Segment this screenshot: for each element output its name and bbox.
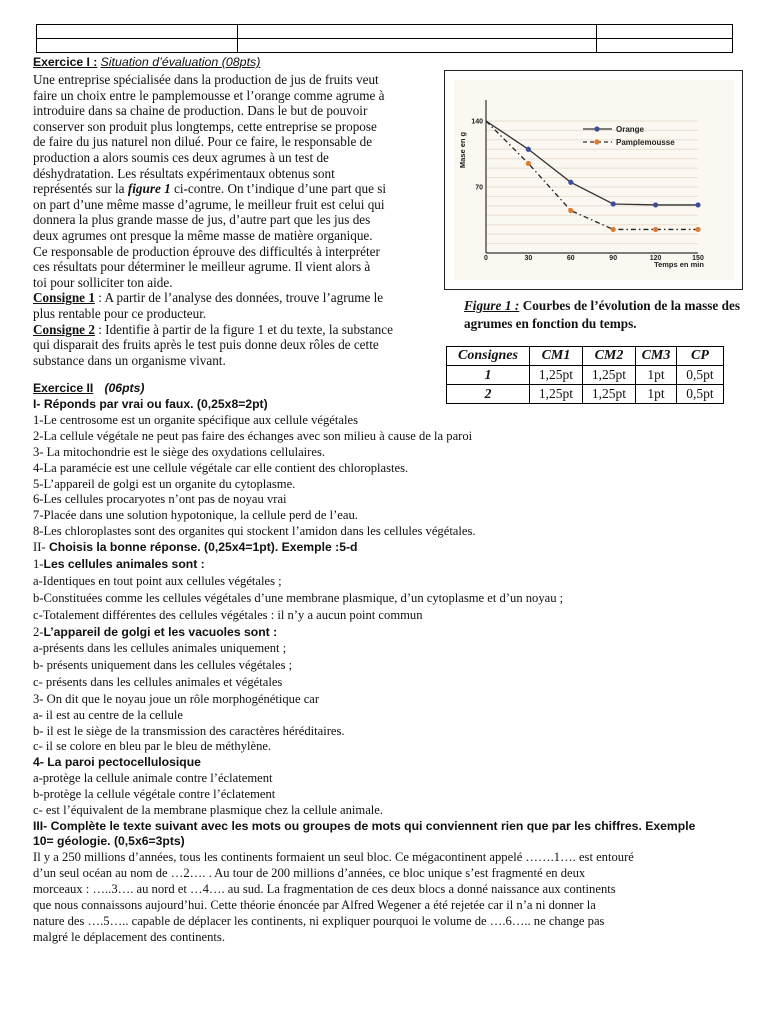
context-line: donnera la plus grande masse de jus, d’autre part que les jus des <box>33 212 371 228</box>
statement: 6-Les cellules procaryotes n’ont pas de noyau vrai <box>33 492 287 506</box>
consigne-line: plus rentable pour ce producteur. <box>33 305 207 321</box>
header-cell <box>597 39 733 53</box>
question-3: 3- On dit que le noyau joue un rôle morphogénétique car <box>33 692 320 706</box>
grading-cell: 2 <box>447 385 530 404</box>
question-text: L’appareil de golgi et les vacuoles sont : <box>43 625 278 639</box>
grading-cell: 0,5pt <box>677 366 724 385</box>
option: c- il se colore en bleu par le bleu de méthylène. <box>33 739 272 753</box>
grading-cell: 1pt <box>636 366 677 385</box>
x-tick-label: 90 <box>609 255 618 262</box>
exercise1-title <box>33 55 260 71</box>
option: b- présents uniquement dans les cellules végétales ; <box>33 658 293 672</box>
context-line: faire un choix entre le pamplemousse et l’orange comme agrume à <box>33 87 385 103</box>
figure-caption <box>464 297 740 333</box>
grading-cell: 1,25pt <box>530 366 583 385</box>
consigne-1-label: Consigne 1 <box>33 290 95 306</box>
part2-prefix: II- <box>33 540 46 554</box>
grading-header: CM3 <box>636 347 677 366</box>
statement: 1-Le centrosome est un organite spécifique aux cellule végétales <box>33 413 358 427</box>
figure-background <box>454 80 734 280</box>
context-line: deux agrumes ont presque la même masse de matière organique. <box>33 227 373 243</box>
x-tick-label: 30 <box>524 255 533 262</box>
grading-header: CM1 <box>530 347 583 366</box>
header-cell <box>37 39 238 53</box>
exercise2-title <box>33 381 144 397</box>
legend-label: Orange <box>616 124 645 134</box>
header-cell <box>597 25 733 39</box>
exercise1-label: Exercice I : <box>33 55 98 69</box>
x-tick-label: 150 <box>692 255 704 262</box>
consigne-line: qui disparait des fruits après le test puis donne deux rôles de cette <box>33 337 379 353</box>
part1-title: I- Réponds par vrai ou faux. (0,25x8=2pt) <box>33 397 268 411</box>
caption-label: Figure 1 : <box>464 298 520 313</box>
context-line <box>33 181 437 197</box>
context-line: toi pour solliciter ton aide. <box>33 274 173 290</box>
grading-header: CP <box>677 347 724 366</box>
consigne-text: : Identifie à partir de la figure 1 et du texte, la substance <box>94 321 393 337</box>
y-tick-label: 140 <box>471 118 483 126</box>
grading-row <box>447 366 724 385</box>
statement: 2-La cellule végétale ne peut pas faire des échanges avec son milieu à cause de la paroi <box>33 429 473 443</box>
figure-reference: figure 1 <box>127 181 171 197</box>
grading-header: Consignes <box>447 347 530 366</box>
question-2 <box>33 625 277 641</box>
header-cell <box>238 25 597 39</box>
consigne-2 <box>33 322 437 338</box>
option: c- est l’équivalent de la membrane plasmique chez la cellule animale. <box>33 803 384 817</box>
context-line: Une entreprise spécialisée dans la production de jus de fruits veut <box>33 72 379 87</box>
exercise1-context <box>33 72 437 368</box>
consigne-1 <box>33 290 437 306</box>
fill-text-line: que nous connaissons aujourd’hui. Cette théorie énoncée par Alfred Wegener a été rejetée car il n’a ni donner la <box>33 898 596 912</box>
option: c- présents dans les cellules animales et végétales <box>33 675 283 689</box>
option: a-protège la cellule animale contre l’éclatement <box>33 771 273 785</box>
question-1 <box>33 557 205 573</box>
consigne-2-label: Consigne 2 <box>33 321 95 337</box>
context-line: Ce responsable de production éprouve des difficultés à interpréter <box>33 243 380 259</box>
fill-text-line: morceaux : …..3…. au nord et …4…. au sud. La fragmentation de ces deux blocs a donné naissance aux continents <box>33 882 616 896</box>
fill-text-line: nature des ….5….. capable de déplacer les continents, ni expliquer pourquoi le volume de ….6….. ne change pas <box>33 914 605 928</box>
caption-text: Courbes de l’évolution de la masse des agrumes en fonction du temps. <box>464 298 740 331</box>
question-number: 2- <box>33 625 44 639</box>
context-line: on part d’une même masse d’agrume, le meilleur fruit est celui qui <box>33 196 385 212</box>
header-row <box>37 39 733 53</box>
x-tick-label: 60 <box>566 255 575 262</box>
x-tick-label: 0 <box>484 255 488 262</box>
option: a-présents dans les cellules animales uniquement ; <box>33 641 287 655</box>
grading-cell: 0,5pt <box>677 385 724 404</box>
consigne-text: : A partir de l’analyse des données, trouve l’agrume le <box>94 290 384 306</box>
part2-title <box>33 540 357 556</box>
fill-text-line: malgré le déplacement des continents. <box>33 930 225 944</box>
statement: 8-Les chloroplastes sont des organites qui stockent l’amidon dans les cellules végétales. <box>33 524 476 538</box>
y-tick-label: 70 <box>475 184 483 192</box>
legend-label: Pamplemousse <box>616 137 675 147</box>
fill-text-line: Il y a 250 millions d’années, tous les continents formaient un seul bloc. Ce mégacontinent appelé …….1…. est entouré <box>33 850 634 864</box>
header-cell <box>37 25 238 39</box>
context-text: ci-contre. On t’indique d’une part que si <box>170 181 387 197</box>
exercise2-label: Exercice II <box>33 381 94 395</box>
statement: 7-Placée dans une solution hypotonique, la cellule perd de l’eau. <box>33 508 358 522</box>
grading-cell: 1,25pt <box>530 385 583 404</box>
option: a-Identiques en tout point aux cellules végétales ; <box>33 574 282 588</box>
grading-cell: 1,25pt <box>583 366 636 385</box>
grading-header: CM2 <box>583 347 636 366</box>
x-tick-label: 120 <box>649 255 662 262</box>
context-line: de faire du jus naturel non dilué. Pour ce faire, le responsable de <box>33 134 373 150</box>
context-line: conserver son produit plus longtemps, cette entreprise se propose <box>33 118 377 134</box>
header-table <box>36 24 733 53</box>
exercise1-subtitle: Situation d’évaluation (08pts) <box>100 55 261 69</box>
context-line: production a alors soumis ces deux agrumes à un test de <box>33 149 329 165</box>
statement: 5-L’appareil de golgi est un organite du cytoplasme. <box>33 477 296 491</box>
grading-cell: 1pt <box>636 385 677 404</box>
exercise2-points: (06pts) <box>104 381 145 395</box>
option: c-Totalement différentes des cellules végétales : il n’y a aucun point commun <box>33 608 423 622</box>
fill-text-line: d’un seul océan au nom de …2…. . Au tour de 200 millions d’années, ce bloc unique s’est fragmenté en deux <box>33 866 586 880</box>
grading-row <box>447 385 724 404</box>
header-row <box>37 25 733 39</box>
grading-table <box>446 346 724 404</box>
question-4: 4- La paroi pectocellulosique <box>33 755 201 769</box>
statement: 3- La mitochondrie est le siège des oxydations cellulaires. <box>33 445 326 459</box>
question-text: Les cellules animales sont : <box>43 557 205 571</box>
grading-header-row <box>447 347 724 366</box>
x-axis-label: Temps en min <box>654 260 704 269</box>
context-line: introduire dans sa chaine de production. Dans le but de pouvoir <box>33 103 368 119</box>
context-line: déshydratation. Les résultats expérimentaux obtenus sont <box>33 165 335 181</box>
option: a- il est au centre de la cellule <box>33 708 183 722</box>
context-text: représentés sur la <box>33 181 128 197</box>
part3-title: III- Complète le texte suivant avec les mots ou groupes de mots qui conviennent rien que par les chiffres. Exemple <box>33 819 696 833</box>
option: b- il est le siège de la transmission des caractères héréditaires. <box>33 724 345 738</box>
context-line: ces résultats pour déterminer le meilleur agrume. Il vient alors à <box>33 259 371 275</box>
part2-text: Choisis la bonne réponse. (0,25x4=1pt). Exemple :5-d <box>45 540 358 554</box>
consigne-line: substance dans un organisme vivant. <box>33 352 226 368</box>
option: b-Constituées comme les cellules végétales d’une membrane plasmique, d’un cytoplasme et d’un noyau ; <box>33 591 564 605</box>
y-axis-label: Mase en g <box>458 131 467 169</box>
statement: 4-La paramécie est une cellule végétale car elle contient des chloroplastes. <box>33 461 409 475</box>
part3-title-cont: 10= géologie. (0,5x6=3pts) <box>33 834 185 848</box>
question-number: 1- <box>33 557 44 571</box>
option: b-protège la cellule végétale contre l’éclatement <box>33 787 276 801</box>
grading-cell: 1 <box>447 366 530 385</box>
header-cell <box>238 39 597 53</box>
grading-cell: 1,25pt <box>583 385 636 404</box>
